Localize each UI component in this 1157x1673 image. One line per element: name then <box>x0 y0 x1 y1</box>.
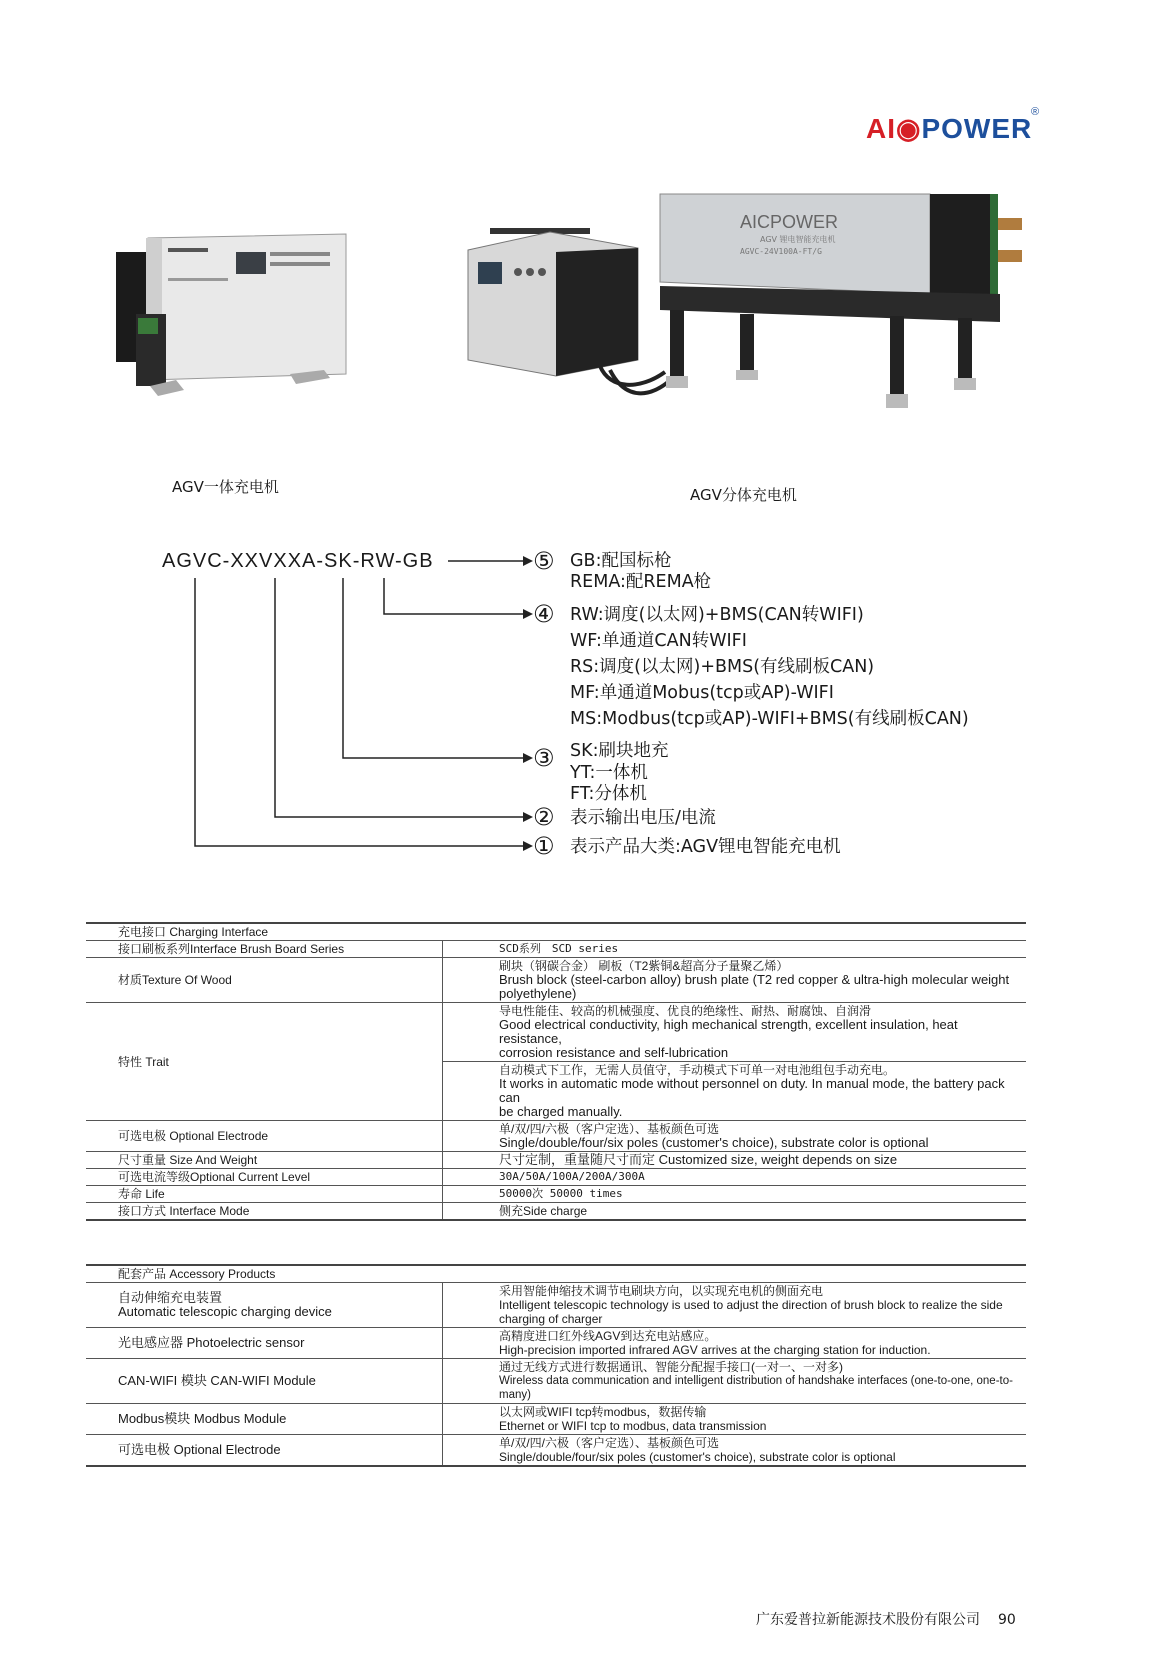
accessory-label: 可选电极 Optional Electrode <box>118 1442 281 1457</box>
spec-value: SCD系列 SCD series <box>499 942 619 955</box>
accessory-value: 通过无线方式进行数据通讯、智能分配握手接口(一对一、一对多) <box>499 1360 843 1374</box>
accessory-value: Wireless data communication and intelligent distribution of handshake interfaces (one-to-one, one-to-many) <box>499 1375 1013 1401</box>
accessory-value: Intelligent telescopic technology is used to adjust the direction of brush block to realize the side <box>499 1298 1003 1312</box>
option-line: FT:分体机 <box>570 784 647 804</box>
logo-left-text: AI <box>866 113 896 144</box>
option-line: 表示输出电压/电流 <box>570 808 716 828</box>
spec-label: 接口刷板系列Interface Brush Board Series <box>86 941 443 958</box>
accessory-value: Ethernet or WIFI tcp to modbus, data transmission <box>499 1419 767 1433</box>
spec-value: Brush block (steel-carbon alloy) brush plate (T2 red copper & ultra-high molecular weight <box>499 972 1010 987</box>
spec-value: 侧充Side charge <box>499 1204 588 1218</box>
spec-value: 单/双/四/六极（客户定选）、基板颜色可选 <box>499 1122 720 1136</box>
accessory-label: 自动伸缩充电装置 <box>118 1290 223 1305</box>
spec-table-header: 充电接口 Charging Interface <box>86 923 1026 941</box>
option-line: MS:Modbus(tcp或AP)-WIFI+BMS(有线刷板CAN) <box>570 709 969 729</box>
option-line: SK:刷块地充 <box>570 741 669 761</box>
accessory-value: Single/double/four/six poles (customer's choice), substrate color is optional <box>499 1450 896 1464</box>
device-model-text: AGVC-24V100A-FT/G <box>740 247 822 256</box>
accessory-label: 光电感应器 Photoelectric sensor <box>118 1335 305 1350</box>
device-brand-text: AICPOWER <box>740 212 839 232</box>
table-row <box>86 1121 1026 1152</box>
spec-value: Single/double/four/six poles (customer's choice), substrate color is optional <box>499 1135 929 1150</box>
option-line: 表示产品大类:AGV锂电智能充电机 <box>570 837 841 857</box>
spec-label: 接口方式 Interface Mode <box>86 1203 443 1221</box>
option-line: MF:单通道Mobus(tcp或AP)-WIFI <box>570 683 834 703</box>
option-number-3: ③ <box>533 744 555 772</box>
table-row <box>86 1003 1026 1062</box>
accessory-value: charging of charger <box>499 1312 603 1326</box>
spec-value: polyethylene) <box>499 986 577 1001</box>
table-row <box>86 941 1026 958</box>
model-code: AGVC-XXVXXA-SK-RW-GB <box>162 550 434 572</box>
accessory-value: 高精度进口红外线AGV到达充电站感应。 <box>499 1329 717 1343</box>
table-row <box>86 1435 1026 1467</box>
spec-label: 寿命 Life <box>86 1186 443 1203</box>
option-line: REMA:配REMA枪 <box>570 572 712 592</box>
accessory-table-header: 配套产品 Accessory Products <box>86 1265 1026 1283</box>
accessory-label: CAN-WIFI 模块 CAN-WIFI Module <box>118 1373 316 1388</box>
option-line: GB:配国标枪 <box>570 551 672 571</box>
option-line: RS:调度(以太网)+BMS(有线刷板CAN) <box>570 657 875 677</box>
table-row <box>86 1169 1026 1186</box>
spec-value: Good electrical conductivity, high mechanical strength, excellent insulation, heat resistance, <box>499 1017 958 1046</box>
spec-value: 刷块（钢碳合金） 刷板（T2紫铜&超高分子量聚乙烯） <box>499 959 789 973</box>
spec-label: 特性 Trait <box>86 1003 443 1121</box>
option-line: YT:一体机 <box>570 763 648 783</box>
table-row <box>86 1328 1026 1359</box>
spec-value: 导电性能佳、较高的机械强度、优良的绝缘性、耐热、耐腐蚀、自润滑 <box>499 1004 872 1018</box>
accessory-value: 采用智能伸缩技术调节电刷块方向，以实现充电机的侧面充电 <box>499 1284 824 1298</box>
spec-label: 材质Texture Of Wood <box>86 958 443 1003</box>
spec-table <box>86 922 1026 1221</box>
integrated-charger-caption: AGV一体充电机 <box>172 478 279 496</box>
spec-value: It works in automatic mode without personnel on duty. In manual mode, the battery pack can <box>499 1076 1005 1105</box>
split-charger-caption: AGV分体充电机 <box>690 486 797 504</box>
spec-value: corrosion resistance and self-lubrication <box>499 1045 729 1060</box>
accessory-label: Modbus模块 Modbus Module <box>118 1411 287 1426</box>
spec-value: 自动模式下工作，无需人员值守，手动模式下可单一对电池组包手动充电。 <box>499 1063 896 1077</box>
table-row <box>86 1186 1026 1203</box>
table-row <box>86 1203 1026 1221</box>
option-line: WF:单通道CAN转WIFI <box>570 631 747 651</box>
accessory-value: 以太网或WIFI tcp转modbus，数据传输 <box>499 1405 707 1419</box>
page-footer <box>756 1609 1016 1629</box>
table-row <box>86 958 1026 1003</box>
option-number-2: ② <box>533 803 555 831</box>
accessory-value: High-precision imported infrared AGV arrives at the charging station for induction. <box>499 1343 931 1357</box>
table-row <box>86 1404 1026 1435</box>
table-row <box>86 1359 1026 1404</box>
spec-value: 30A/50A/100A/200A/300A <box>499 1170 645 1183</box>
logo-right-text: POWER <box>921 113 1033 144</box>
option-line: RW:调度(以太网)+BMS(CAN转WIFI) <box>570 605 864 625</box>
spec-label: 尺寸重量 Size And Weight <box>86 1152 443 1169</box>
page-number: 90 <box>998 1612 1016 1628</box>
footer-company: 广东爱普拉新能源技术股份有限公司 <box>756 1612 980 1628</box>
accessory-label: Automatic telescopic charging device <box>118 1304 332 1319</box>
logo-ring-icon: ◉ <box>896 113 922 144</box>
spec-value: be charged manually. <box>499 1104 623 1119</box>
spec-value: 尺寸定制，重量随尺寸而定 Customized size, weight depends on size <box>499 1152 898 1167</box>
table-row <box>86 1283 1026 1328</box>
spec-label: 可选电极 Optional Electrode <box>86 1121 443 1152</box>
option-number-5: ⑤ <box>533 547 555 575</box>
option-number-1: ① <box>533 832 555 860</box>
accessory-value: 单/双/四/六极（客户定选）、基板颜色可选 <box>499 1436 720 1450</box>
table-row <box>86 1152 1026 1169</box>
spec-value: 50000次 50000 times <box>499 1187 623 1200</box>
device-subtitle-text: AGV 锂电智能充电机 <box>760 235 836 244</box>
spec-label: 可选电流等级Optional Current Level <box>86 1169 443 1186</box>
option-number-4: ④ <box>533 600 555 628</box>
logo-registered-mark: ® <box>1031 106 1041 118</box>
accessory-table <box>86 1264 1026 1467</box>
